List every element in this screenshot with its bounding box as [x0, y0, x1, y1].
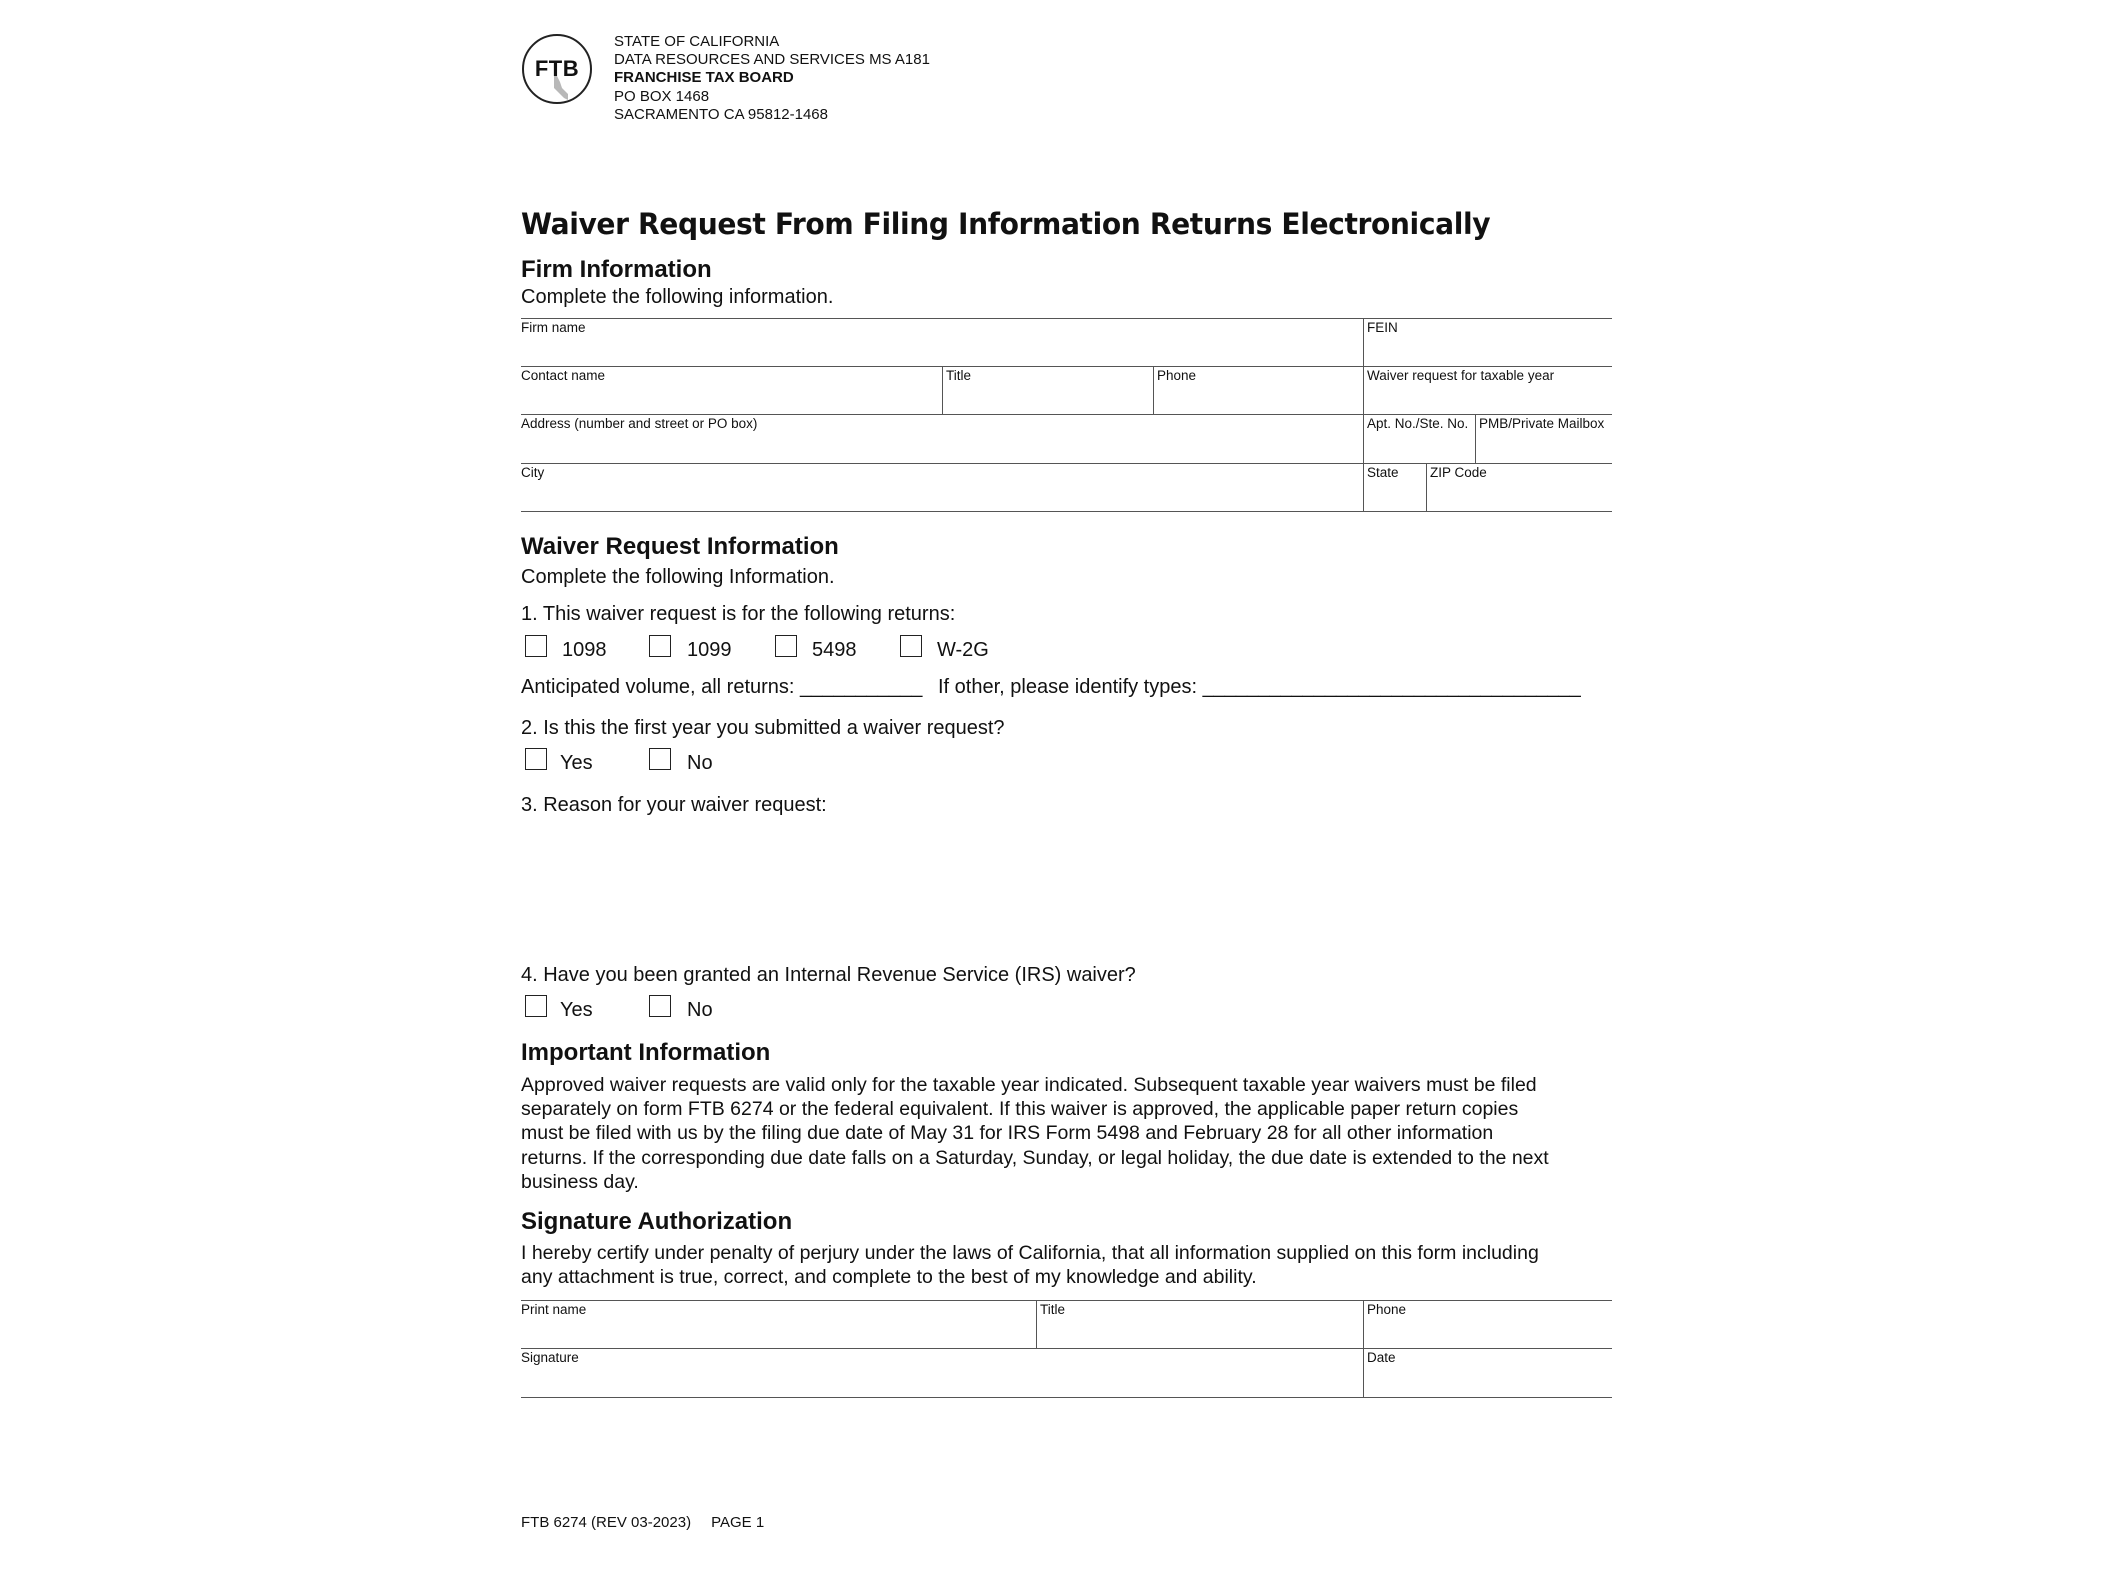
firm-info-instruction: Complete the following information. — [521, 286, 834, 308]
firm-name-field[interactable]: Firm name — [521, 320, 586, 335]
paragraph-line: separately on form FTB 6274 or the federal equivalent. If this waiver is approved, the applicable paper return copies — [521, 1098, 1519, 1121]
address-line: PO BOX 1468 — [614, 87, 710, 105]
reason-text-area[interactable] — [521, 824, 1612, 954]
pmb-field[interactable]: PMB/Private Mailbox — [1479, 416, 1605, 431]
logo-text: FTB — [534, 56, 580, 81]
paragraph-line: I hereby certify under penalty of perjury under the laws of California, that all information supplied on this form including — [521, 1242, 1539, 1264]
q4-yes-checkbox[interactable] — [525, 995, 547, 1017]
contact-title-field[interactable]: Title — [946, 368, 972, 383]
anticipated-volume-field[interactable]: Anticipated volume, all returns: ___________ — [521, 676, 923, 698]
checkbox-5498-label: 5498 — [812, 639, 857, 661]
signer-phone-field[interactable]: Phone — [1367, 1302, 1407, 1317]
signature-field[interactable]: Signature — [521, 1350, 579, 1365]
q4-no-checkbox[interactable] — [649, 995, 671, 1017]
q2-no-checkbox[interactable] — [649, 748, 671, 770]
waiver-info-instruction: Complete the following Information. — [521, 566, 835, 588]
checkbox-w2g-label: W-2G — [937, 639, 989, 661]
q4-yes-label: Yes — [560, 999, 593, 1021]
address-line: FRANCHISE TAX BOARD — [614, 69, 794, 87]
important-info-heading: Important Information — [521, 1039, 771, 1066]
paragraph-line: any attachment is true, correct, and complete to the best of my knowledge and ability. — [521, 1266, 1257, 1289]
signature-heading: Signature Authorization — [521, 1208, 793, 1235]
checkbox-1098-label: 1098 — [562, 639, 607, 661]
city-field[interactable]: City — [521, 465, 545, 480]
q2-yes-label: Yes — [560, 752, 593, 774]
checkbox-1098[interactable] — [525, 635, 547, 657]
waiver-info-heading: Waiver Request Information — [521, 533, 839, 560]
checkbox-1099-label: 1099 — [687, 639, 732, 661]
page-number: PAGE 1 — [711, 1514, 765, 1531]
question-4: 4. Have you been granted an Internal Revenue Service (IRS) waiver? — [521, 964, 1136, 986]
zip-field[interactable]: ZIP Code — [1430, 465, 1487, 480]
agency-address — [614, 33, 930, 124]
address-field[interactable]: Address (number and street or PO box) — [521, 416, 758, 431]
form-id: FTB 6274 (REV 03-2023) — [521, 1514, 692, 1531]
print-name-field[interactable]: Print name — [521, 1302, 587, 1317]
address-line: STATE OF CALIFORNIA — [614, 33, 780, 50]
date-field[interactable]: Date — [1367, 1350, 1396, 1365]
question-3: 3. Reason for your waiver request: — [521, 794, 827, 816]
contact-name-field[interactable]: Contact name — [521, 368, 606, 383]
firm-info-table — [521, 318, 1612, 514]
fein-field[interactable]: FEIN — [1367, 320, 1398, 335]
form-title: Waiver Request From Filing Information Returns Electronically — [521, 207, 1491, 241]
other-types-field[interactable]: If other, please identify types: __________________________________ — [938, 676, 1581, 698]
q4-no-label: No — [687, 999, 713, 1021]
signature-certification-text — [521, 1241, 1613, 1289]
apt-field[interactable]: Apt. No./Ste. No. — [1367, 416, 1469, 431]
question-1: 1. This waiver request is for the following returns: — [521, 603, 956, 625]
checkbox-1099[interactable] — [649, 635, 671, 657]
question-2: 2. Is this the first year you submitted a waiver request? — [521, 717, 1005, 739]
address-line: DATA RESOURCES AND SERVICES MS A181 — [614, 51, 930, 69]
paragraph-line: must be filed with us by the filing due date of May 31 for IRS Form 5498 and February 28 for all other information — [521, 1122, 1494, 1145]
form-page — [521, 0, 1613, 1584]
taxable-year-field[interactable]: Waiver request for taxable year — [1367, 368, 1555, 383]
address-line: SACRAMENTO CA 95812-1468 — [614, 105, 828, 123]
important-info-text — [521, 1073, 1613, 1194]
state-field[interactable]: State — [1367, 465, 1399, 480]
checkbox-w2g[interactable] — [900, 635, 922, 657]
paragraph-line: returns. If the corresponding due date falls on a Saturday, Sunday, or legal holiday, the due date is extended to the next — [521, 1146, 1549, 1169]
q2-yes-checkbox[interactable] — [525, 748, 547, 770]
signer-title-field[interactable]: Title — [1040, 1302, 1066, 1317]
contact-phone-field[interactable]: Phone — [1157, 368, 1197, 383]
checkbox-5498[interactable] — [775, 635, 797, 657]
paragraph-line: Approved waiver requests are valid only for the taxable year indicated. Subsequent taxable year waivers must be filed — [521, 1074, 1537, 1096]
page-footer — [521, 1514, 764, 1531]
ftb-seal-logo — [522, 34, 592, 104]
signature-table — [521, 1300, 1612, 1400]
q2-no-label: No — [687, 752, 713, 774]
paragraph-line: business day. — [521, 1170, 639, 1193]
firm-info-heading: Firm Information — [521, 256, 712, 283]
